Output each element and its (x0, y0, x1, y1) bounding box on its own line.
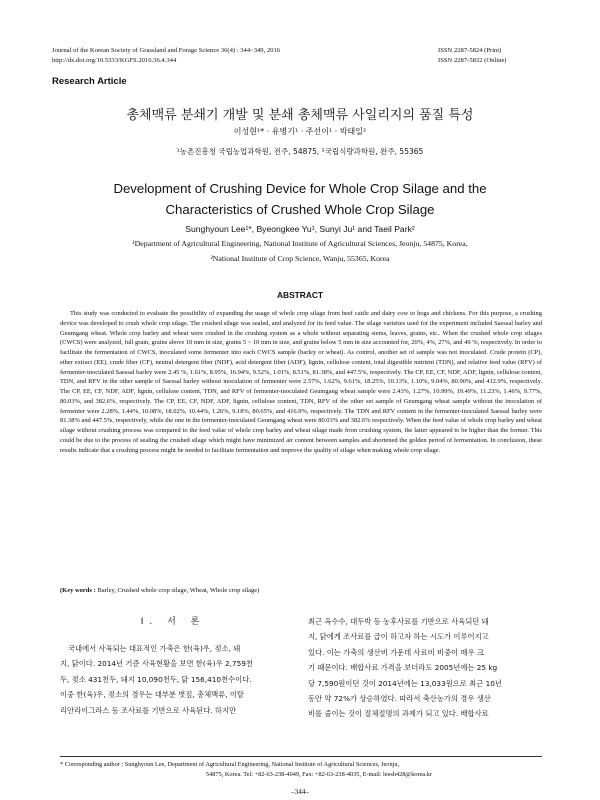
abstract-heading: ABSTRACT (276, 290, 324, 300)
text-line: 동안 약 72%가 상승하였다. 따라서 축산농가의 경우 생산 (308, 694, 491, 704)
english-affiliation-2: ²National Institute of Crop Science, Wanju, 55365, Korea (210, 254, 390, 263)
intro-right-column (308, 614, 542, 722)
english-title-line1: Development of Crushing Device for Whole Crop Silage and the (113, 181, 487, 196)
text-line: 두, 젖소 431천두, 돼지 10,090천두, 닭 156,410천수이다. (60, 674, 252, 684)
abstract-body: This study was conducted to evaluate the possibility of expanding the usage of whole crop silage from beef cattle and dairy cow to hogs and chickens. For this purpose, a crushing device was developed to crush whole crop silage. The crushed silage was sealed, and analyzed for its feed value. The silage varieties used for the experiment included Saessal barley and Geumgang wheat. Whole crop barley and wheat were crushed in the crushing system as a whole without separating stems, leaves, grains, etc.. When the crushed whole crop silages (CWCS) were analyzed, full grain, grains above 10 mm in size, grains 5 ~ 10 mm in size, and grains below 5 mm in size accounted for, 20%, 4%, 27%, and 49 %, respectively. In order to facilitate the fermentation of CWCS, inoculated some fermenter into each CWCS sample (barley or wheat). As control, another set of sample was not inoculated. Crude protein (CP), ether extract (EE), crude fiber (CF), neutral detergent fiber (NDF), acid detergent fiber (ADF), lignin, cellulose content, total digestible nutrient (TDN), and relative feed value (RFV) of fermenter-inoculated Saessal barley were 2.45 %, 1.61%, 8.95%, 16.94%, 9.52%, 1.01%, 8.51%, 81.38%, and 447.5%, respectively. The CP, EE, CF, NDF, ADF, lignin, cellulose content, TDN, and RFV in the other sample of Saessal barley without inoculation of fermenter were 2.57%, 1.62%, 9.61%, 18.25%, 10.13%, 1.10%, 9.04%, 80.90%, and 412.9%, respectively. The CP, EE, CF, NDF, ADF, lignin, cellulose content, TDN, and RFV of fermenter-inoculated Geumgang wheat sample were 2.43%, 1.27%, 10.99%, 19.49%, 11.23%, 1.46%, 9.77%, 80.03%, and 382.6%, respectively. The CP, EE, CF, NDF, ADF, lignin, cellulose content, TDN, RFV of the other set sample of Geumgang wheat sample without the inoculation of fermenter were 2.28%, 1.44%, 10.08%, 18.02%, 10.44%, 1.26%, 9.18%, 80.65%, and 416.9%, respectively. The TDN and RFV content in the fermenter-inoculated Saessal barley were 81.38% and 447.5%, respectively, while the one in the fermenter-inoculated Geumgang wheat were 80.03% and 382.6% respectively. When the feed value of whole crop barley and wheat silage without crushing process was compared to the feed value of whole crop barley and wheat silage made from crushing system, the latter appeared to be higher than the former. This could be due to the process of sealing the crushed silage which might have minimized air content between samples and shortened the golden period of fermentation. In conclusion, these results indicate that a crushing process might be needed to facilitate fermentation and improve the quality of silage when making whole crop silage. (60, 310, 542, 454)
intro-left-text (60, 641, 286, 718)
intro-left-column (60, 614, 286, 718)
footnote-line2: 54875, Korea. Tel: +82-63-238-4049, Fax: +82-63-238-4035, E-mail: leesh428@korea.kr (205, 771, 433, 778)
english-affiliation-1: ¹Department of Agricultural Engineering, National Institute of Agricultural Sciences, Jeonju, 54875, Korea, (132, 239, 468, 248)
text-line: 있다. 이는 가축의 생산비 가운데 사료비 비중이 매우 크 (308, 647, 484, 657)
text-line: 국내에서 사육되는 대표적인 가축은 한(육)우, 젖소, 돼 (68, 644, 241, 653)
journal-citation (52, 46, 280, 66)
english-authors: Sunghyoun Lee¹*, Byeongkee Yu¹, Sunyi Ju¹ and Taeil Park² (185, 224, 415, 234)
english-title (60, 178, 540, 220)
text-line: 기 때문이다. 배합사료 가격을 보더라도 2005년에는 25 kg (308, 663, 498, 673)
article-type: Research Article (52, 76, 127, 87)
korean-title: 총체맥류 분쇄기 개발 및 분쇄 총체맥류 사일리지의 품질 특성 (126, 108, 474, 123)
corresponding-author-footnote (60, 760, 542, 780)
journal-name: Journal of the Korean Society of Grassland and Forage Science 36(4) : 344~349, 2016 (52, 47, 281, 54)
footnote-line1: * Corresponding author : Sunghyoun Lee, Department of Agricultural Engineering, National Institute of Agricultural Sciences, Jeonju, (60, 761, 400, 768)
keywords (60, 587, 542, 594)
doi-link[interactable]: http://dx.doi.org/10.5333/KGFS.2016.36.4.344 (52, 57, 177, 64)
text-line: 당 7,590원이던 것이 2014년에는 13,033원으로 최근 10년 (308, 678, 502, 688)
text-line: 최근 옥수수, 대두박 등 농후사료를 기반으로 사육되던 돼 (308, 617, 489, 626)
issn-print: ISSN 2287-5824 (Print) (438, 47, 502, 54)
text-line: 리안라이그라스 등 조사료를 기반으로 사육된다. 하지만 (60, 705, 237, 715)
section-heading: Ⅰ. 서 론 (140, 617, 206, 627)
keywords-text: Barley, Crushed whole crop silage, Wheat, Whole crop silage) (95, 587, 260, 594)
issn-online: ISSN 2287-5832 (Online) (438, 57, 507, 64)
text-line: 이중 한(육)우, 젖소의 경우는 대부분 볏짚, 총체맥류, 이탈 (60, 690, 244, 700)
keywords-label: (Key words : (60, 587, 96, 594)
text-line: 지, 닭이다. 2014년 기준 사육현황을 보면 한(육)우 2,759천 (60, 659, 253, 669)
korean-affiliations: ¹농촌진흥청 국립농업과학원, 전주, 54875, ²국립식량과학원, 완주, 55365 (176, 147, 424, 156)
issn-block (438, 46, 548, 66)
english-title-line2: Characteristics of Crushed Whole Crop Silage (165, 202, 435, 217)
page-number: –344– (291, 788, 309, 796)
intro-right-text (308, 614, 542, 722)
text-line: 지, 닭에게 조사료를 급이 하고자 하는 시도가 이루어지고 (308, 632, 489, 642)
korean-authors: 이성현¹* · 유병기¹ · 주선이¹ · 박태일² (233, 127, 367, 136)
footnote-divider (60, 756, 542, 757)
text-line: 비를 줄이는 것이 절체절명의 과제가 되고 있다. 배합사료 (308, 709, 489, 719)
